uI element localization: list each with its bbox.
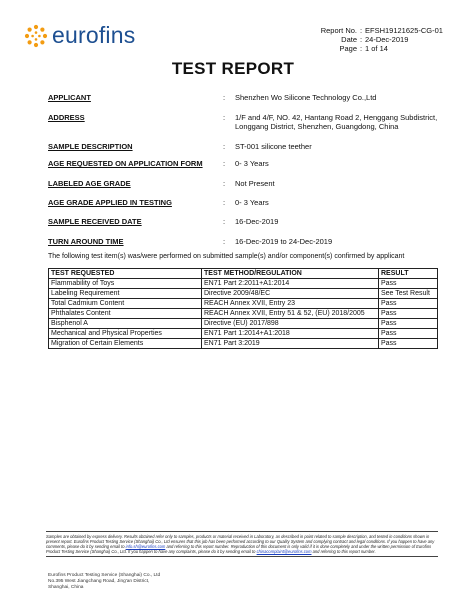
header-test-requested: TEST REQUESTED (49, 269, 202, 279)
field-value: 0- 3 Years (235, 159, 269, 168)
field-value: 1/F and 4/F, NO. 42, Hantang Road 2, Henggang Subdistrict, Longgang District, Shenzhen, Guangdong, China (235, 113, 438, 131)
cell-method: REACH Annex XVII, Entry 51 & 52, (EU) 2018/2005 (202, 309, 379, 319)
field-value: 16-Dec-2019 to 24-Dec-2019 (235, 237, 333, 246)
cell-test: Labeling Requirement (49, 289, 202, 299)
header-test-method: TEST METHOD/REGULATION (202, 269, 379, 279)
report-number-key: Report No. (320, 26, 357, 35)
header-result: RESULT (379, 269, 438, 279)
address-line: No.395 West Jiangchang Road, Jing'an District, (48, 578, 150, 584)
cell-result: See Test Result (379, 289, 438, 299)
cell-method: Directive 2009/48/EC (202, 289, 379, 299)
cell-test: Total Cadmium Content (49, 299, 202, 309)
field-label: TURN AROUND TIME (48, 237, 124, 246)
table-row (49, 309, 438, 319)
cell-test: Bisphenol A (49, 319, 202, 329)
cell-method: REACH Annex XVII, Entry 23 (202, 299, 379, 309)
page-title: TEST REPORT (171, 59, 295, 78)
cell-test: Mechanical and Physical Properties (49, 329, 202, 339)
disclaimer-text-2: and referring to this report number. Reproduction of this document is only valid if it is done completely and under the written permission of Eurofins Product Testing Service (Shanghai) Co., Ltd. If you happen to have any complaints, please do it by sending email to (46, 544, 432, 555)
table-header-row (49, 269, 438, 279)
field-value: Not Present (235, 179, 275, 188)
complaint-email-link[interactable]: chinacomplaint@eurofins.com (256, 549, 312, 555)
report-number-row: Report No. : EFSH19121625-CG-01 (309, 26, 443, 35)
cell-result: Pass (379, 339, 438, 349)
cell-result: Pass (379, 309, 438, 319)
table-row (49, 289, 438, 299)
disclaimer-text-3: and referring to this report number. (312, 549, 376, 555)
address-line: Eurofins Product Testing Service (Shanghai) Co., Ltd (48, 573, 161, 578)
table-row (49, 339, 438, 349)
disclaimer (46, 531, 438, 557)
cell-test: Migration of Certain Elements (49, 339, 202, 349)
cell-result: Pass (379, 279, 438, 289)
cell-method: EN71 Part 2:2011+A1:2014 (202, 279, 379, 289)
field-label: AGE GRADE APPLIED IN TESTING (48, 198, 172, 207)
field-label: LABELED AGE GRADE (48, 179, 131, 188)
report-page-row: Page : 1 of 14 (309, 44, 443, 53)
company-address (48, 573, 160, 590)
field-value: 0- 3 Years (235, 198, 269, 207)
cell-result: Pass (379, 299, 438, 309)
report-page-value: 1 of 14 (365, 44, 388, 53)
field-label: AGE REQUESTED ON APPLICATION FORM (48, 159, 203, 168)
address-line: Shanghai, China (48, 584, 84, 590)
cell-test: Phthalates Content (49, 309, 202, 319)
table-row (49, 329, 438, 339)
cell-result: Pass (379, 329, 438, 339)
report-number-value: EFSH19121625-CG-01 (365, 26, 443, 35)
field-label: SAMPLE DESCRIPTION (48, 142, 133, 151)
table-row (49, 279, 438, 289)
eurofins-logo (24, 22, 135, 49)
disclaimer-text-1: Samples are obtained by express delivery. Results obtained refer only to samples, products or material received in Laboratory, as described in point related to sample description, and tested in conditions shown in present report. Eurofins Product Testing Service (Shanghai) Co., Ltd ensures that this job has been performed according to our Quality System and complying contract and legal conditions. If you happen to have any comments, please do it by sending email to (46, 534, 435, 550)
cell-test: Flammability of Toys (49, 279, 202, 289)
info-email-link[interactable]: info.sh@eurofins.com (125, 544, 166, 550)
report-date-row: Date : 24-Dec-2019 (309, 35, 443, 44)
table-row (49, 299, 438, 309)
field-value: Shenzhen Wo Silicone Technology Co.,Ltd (235, 93, 377, 102)
intro-text: The following test item(s) was/were performed on submitted sample(s) and/or component(s) confirmed by applicant (48, 253, 405, 260)
field-label: ADDRESS (48, 113, 85, 122)
cell-method: Directive (EU) 2017/898 (202, 319, 379, 329)
field-value: 16-Dec-2019 (235, 217, 279, 226)
results-table (48, 268, 438, 349)
field-label: APPLICANT (48, 93, 91, 102)
logo-text: eurofins (52, 22, 136, 48)
field-value: ST-001 silicone teether (235, 142, 312, 151)
report-info (309, 26, 443, 53)
eurofins-dots-icon (24, 24, 48, 48)
table-row (49, 319, 438, 329)
cell-method: EN71 Part 1:2014+A1:2018 (202, 329, 379, 339)
field-label: SAMPLE RECEIVED DATE (48, 217, 142, 226)
cell-method: EN71 Part 3:2019 (202, 339, 379, 349)
report-date-value: 24-Dec-2019 (365, 35, 409, 44)
cell-result: Pass (379, 319, 438, 329)
report-date-key: Date (341, 35, 357, 44)
report-page-key: Page (339, 44, 357, 53)
